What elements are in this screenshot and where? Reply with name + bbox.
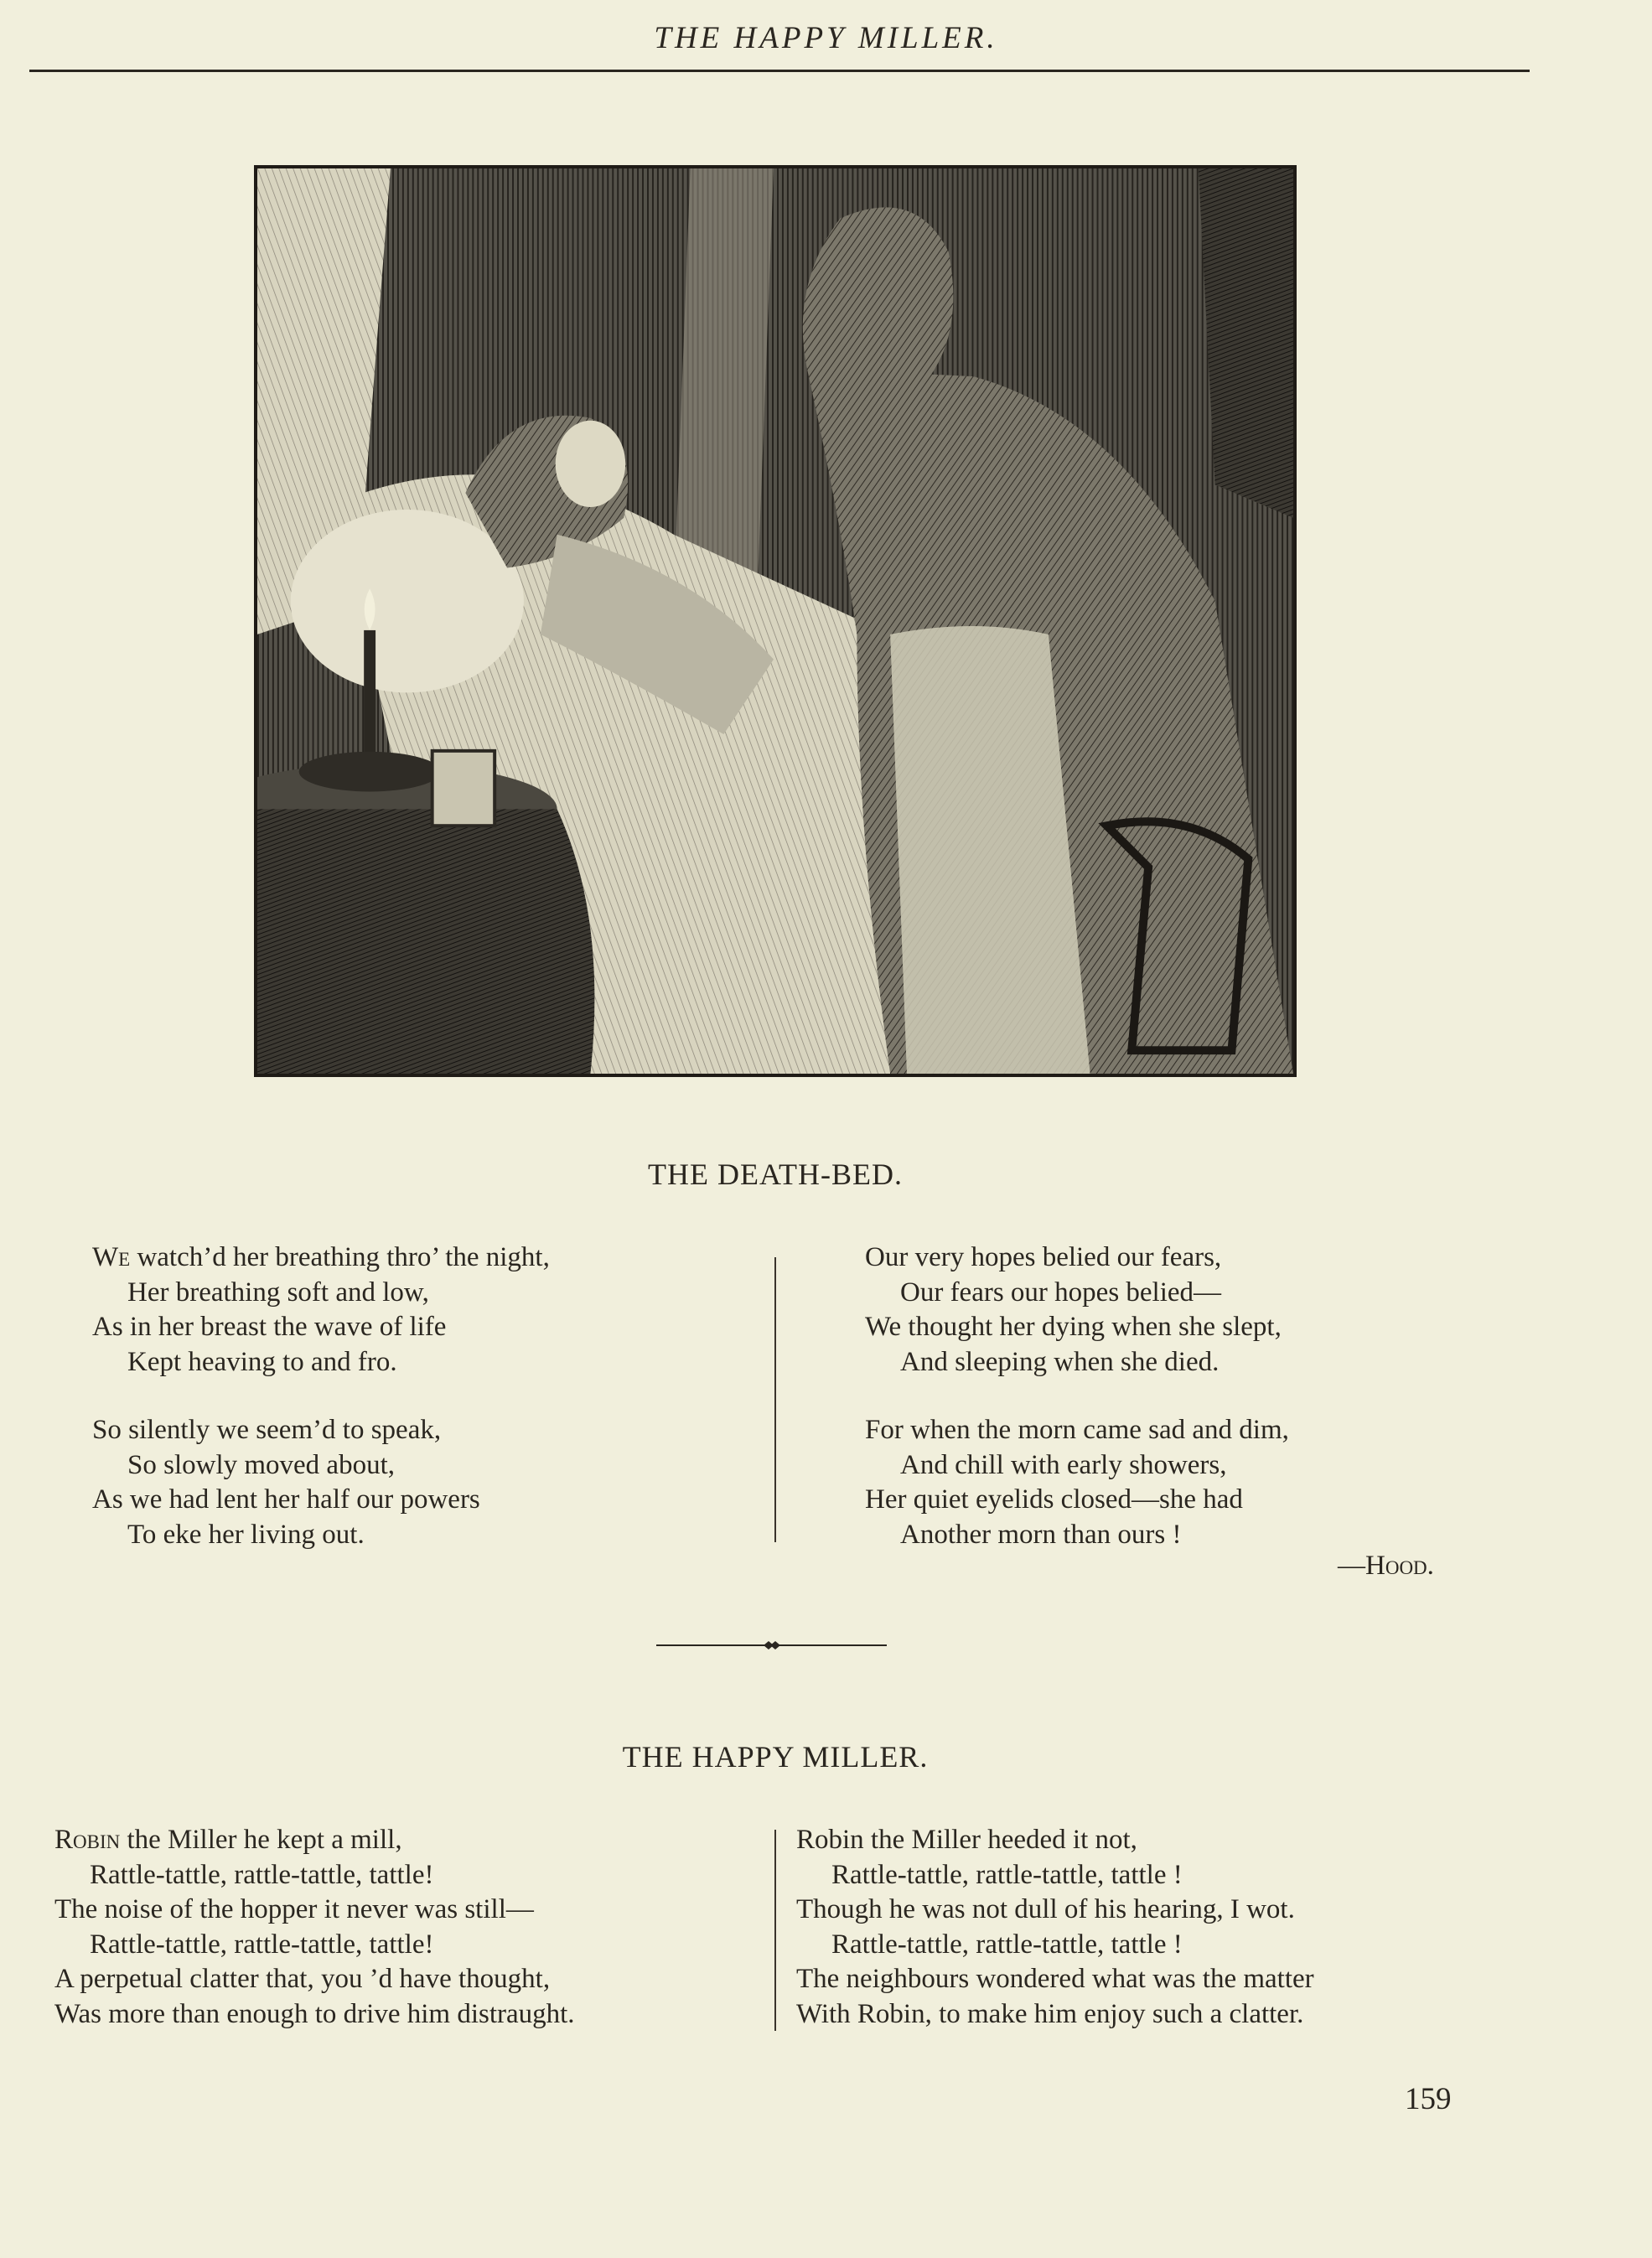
line-text: watch’d her breathing thro’ the night, bbox=[130, 1242, 550, 1272]
header-rule bbox=[29, 70, 1530, 72]
poem-line: Kept heaving to and fro. bbox=[127, 1346, 397, 1377]
death-bed-stanza-3 bbox=[865, 1240, 1282, 1380]
girl-face bbox=[556, 421, 625, 507]
poem-line: Was more than enough to drive him distraught. bbox=[54, 1998, 575, 2029]
attribution-dash: — bbox=[1338, 1551, 1365, 1581]
poem-line: Our very hopes belied our fears, bbox=[865, 1242, 1222, 1272]
poem-line: We thought her dying when she slept, bbox=[865, 1312, 1282, 1342]
poem-line bbox=[54, 1823, 575, 1858]
death-bed-stanza-2 bbox=[92, 1413, 480, 1552]
poem-line: Robin the Miller heeded it not, bbox=[796, 1825, 1137, 1855]
poem-line bbox=[92, 1240, 550, 1276]
attribution-hood bbox=[1338, 1551, 1434, 1582]
poem-line: To eke her living out. bbox=[127, 1519, 365, 1550]
poem-line: And sleeping when she died. bbox=[900, 1346, 1220, 1377]
poem-line: Our fears our hopes belied— bbox=[900, 1277, 1222, 1308]
happy-miller-column-1 bbox=[54, 1823, 575, 2032]
light-shaft bbox=[674, 168, 774, 601]
poem-line: The neighbours wondered what was the matter bbox=[796, 1964, 1314, 1994]
running-head: THE HAPPY MILLER. bbox=[654, 21, 998, 55]
section-divider-ornament bbox=[656, 1639, 887, 1652]
poem-line: So slowly moved about, bbox=[127, 1449, 395, 1480]
poem-line: Another morn than ours ! bbox=[900, 1519, 1182, 1550]
poem-line: Her quiet eyelids closed—she had bbox=[865, 1484, 1243, 1515]
column-divider bbox=[774, 1257, 776, 1542]
column-divider bbox=[774, 1830, 776, 2031]
page-number: 159 bbox=[1405, 2082, 1452, 2116]
pillow bbox=[291, 510, 524, 692]
poem-line: Though he was not dull of his hearing, I wot. bbox=[796, 1894, 1295, 1924]
happy-miller-column-2 bbox=[796, 1823, 1314, 2032]
poem-line: Rattle-tattle, rattle-tattle, tattle! bbox=[90, 1929, 434, 1960]
illustration-engraving bbox=[254, 165, 1297, 1077]
candle-holder bbox=[299, 752, 441, 792]
poem-line: The noise of the hopper it never was still— bbox=[54, 1894, 534, 1924]
drinking-glass bbox=[432, 751, 495, 826]
sickbed-scene-illustration bbox=[257, 168, 1293, 1074]
line-text: the Miller he kept a mill, bbox=[120, 1825, 402, 1855]
drop-cap-word: Robin bbox=[54, 1825, 121, 1855]
poem-title-happy-miller: THE HAPPY MILLER. bbox=[622, 1740, 929, 1774]
side-table-cloth bbox=[257, 809, 594, 1074]
poem-line: Rattle-tattle, rattle-tattle, tattle ! bbox=[831, 1859, 1183, 1890]
poem-line: As in her breast the wave of life bbox=[92, 1312, 447, 1342]
poem-line: As we had lent her half our powers bbox=[92, 1484, 480, 1515]
poem-line: A perpetual clatter that, you ’d have thought, bbox=[54, 1964, 551, 1994]
poem-line: With Robin, to make him enjoy such a clatter. bbox=[796, 1998, 1304, 2029]
poem-line: Rattle-tattle, rattle-tattle, tattle ! bbox=[831, 1929, 1183, 1960]
poem-line: So silently we seem’d to speak, bbox=[92, 1415, 442, 1445]
poem-line: For when the morn came sad and dim, bbox=[865, 1415, 1289, 1445]
poem-line: Rattle-tattle, rattle-tattle, tattle! bbox=[90, 1859, 434, 1890]
poem-line: Her breathing soft and low, bbox=[127, 1277, 429, 1308]
death-bed-stanza-4 bbox=[865, 1413, 1289, 1552]
poem-line: And chill with early showers, bbox=[900, 1449, 1227, 1480]
death-bed-stanza-1 bbox=[92, 1240, 550, 1380]
drop-cap-word: We bbox=[92, 1242, 131, 1272]
attribution-name: Hood. bbox=[1365, 1551, 1434, 1581]
poem-title-death-bed: THE DEATH-BED. bbox=[648, 1157, 903, 1191]
